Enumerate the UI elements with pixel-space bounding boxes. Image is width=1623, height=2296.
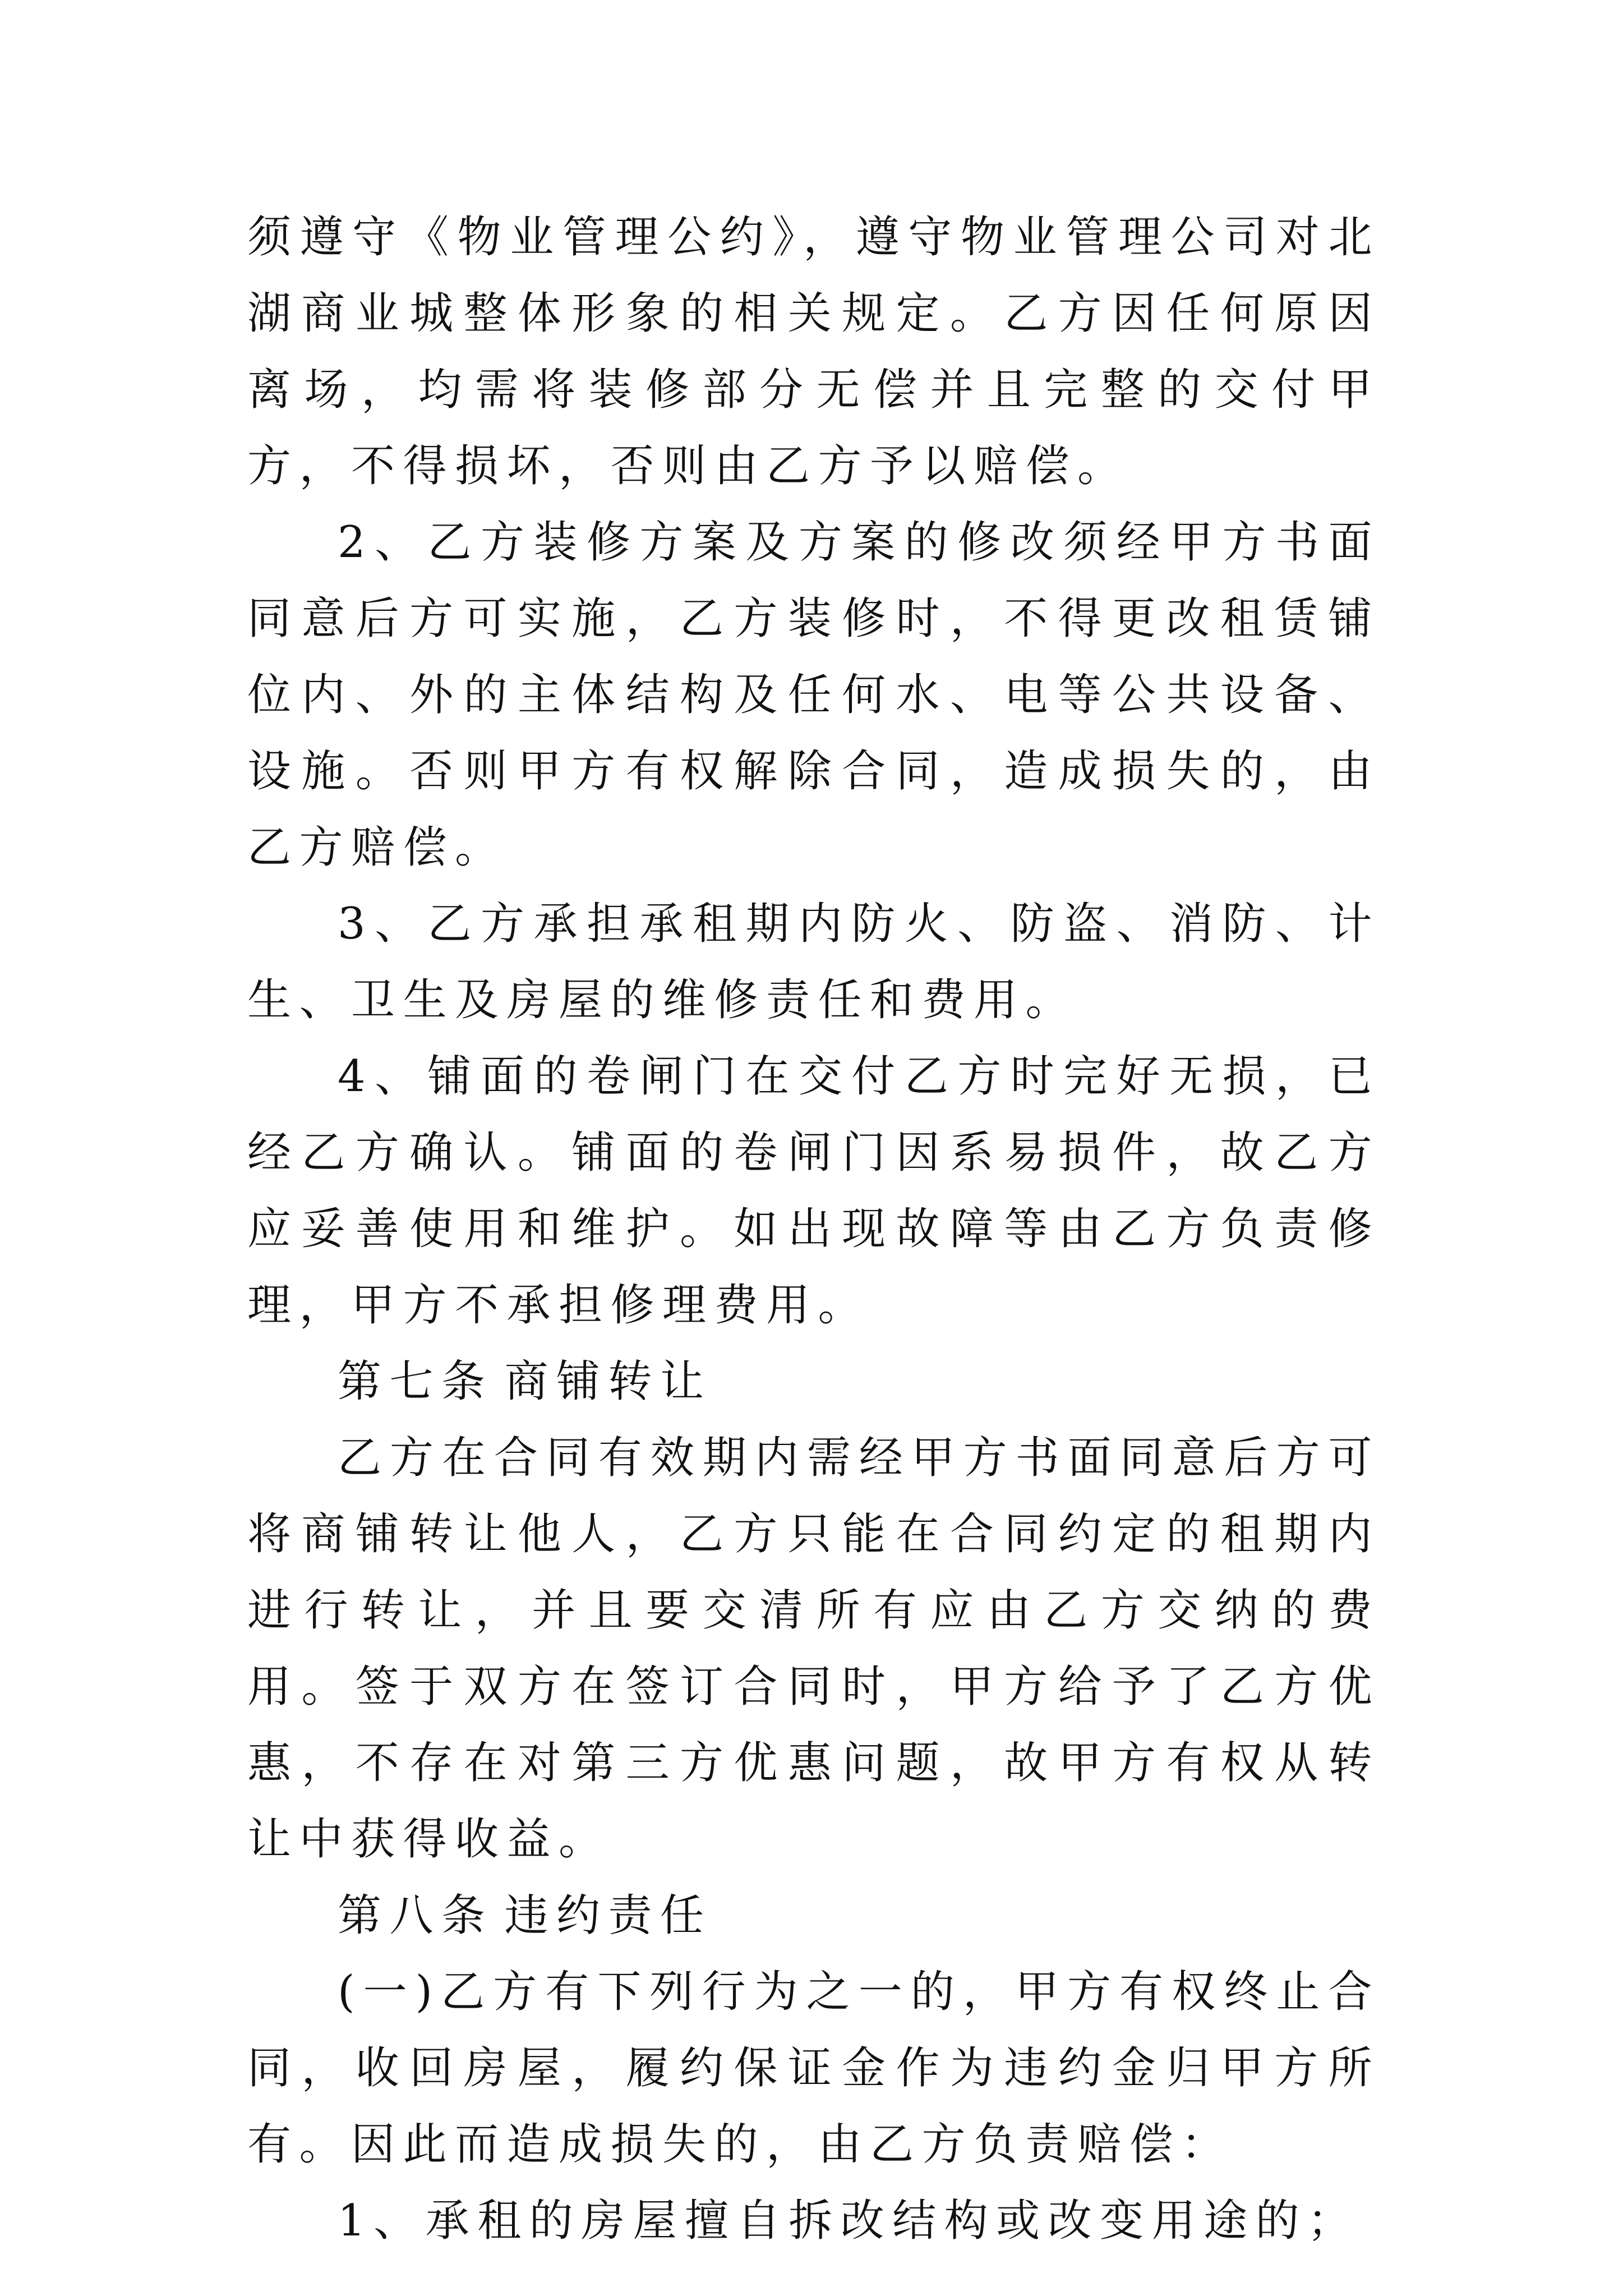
- document-body: [247, 199, 1380, 2259]
- article-7-body: 乙方在合同有效期内需经甲方书面同意后方可将商铺转让他人，乙方只能在合同约定的租期内进行转让，并且要交清所有应由乙方交纳的费用。签于双方在签订合同时，甲方给予了乙方优惠，不存在对第三方优惠问题，故甲方有权从转让中获得收益。: [247, 1433, 1380, 1865]
- paragraph-clause-4: 4、铺面的卷闸门在交付乙方时完好无损，已经乙方确认。铺面的卷闸门因系易损件，故乙方应妥善使用和维护。如出现故障等由乙方负责修理，甲方不承担修理费用。: [247, 1051, 1380, 1331]
- article-7-heading: [247, 1343, 1380, 1420]
- article-8-clause-1: (一)乙方有下列行为之一的，甲方有权终止合同，收回房屋，履约保证金作为违约金归甲方所有。因此而造成损失的，由乙方负责赔偿：: [247, 1967, 1380, 2170]
- article-7-number: 第七条: [338, 1356, 494, 1407]
- article-8-item-1: 1、承租的房屋擅自拆改结构或改变用途的；: [338, 2196, 1359, 2246]
- paragraph-continuation: 须遵守《物业管理公约》，遵守物业管理公司对北湖商业城整体形象的相关规定。乙方因任何原因离场，均需将装修部分无偿并且完整的交付甲方，不得损坏，否则由乙方予以赔偿。: [247, 212, 1380, 491]
- article-8-number: 第八条: [338, 1890, 494, 1941]
- paragraph-clause-3: 3、乙方承担承租期内防火、防盗、消防、计生、卫生及房屋的维修责任和费用。: [247, 899, 1380, 1025]
- article-7-title: 商铺转让: [504, 1356, 712, 1407]
- article-8-title: 违约责任: [504, 1890, 712, 1941]
- article-8-heading: [247, 1878, 1380, 1954]
- paragraph-clause-2: 2、乙方装修方案及方案的修改须经甲方书面同意后方可实施，乙方装修时，不得更改租赁铺位内、外的主体结构及任何水、电等公共设备、设施。否则甲方有权解除合同，造成损失的，由乙方赔偿。: [247, 517, 1380, 873]
